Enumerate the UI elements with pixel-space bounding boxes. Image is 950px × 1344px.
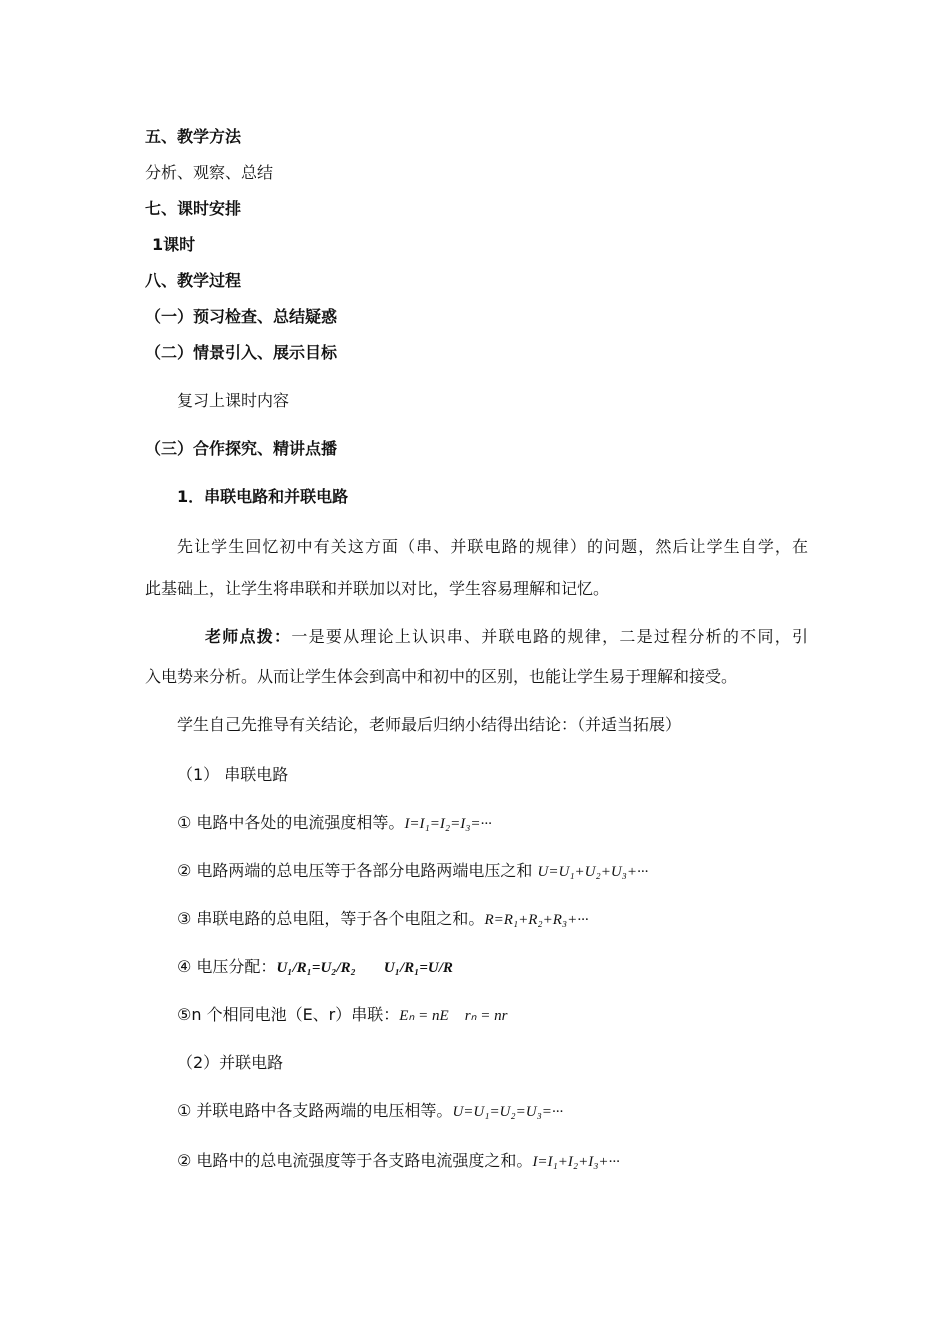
section-title-schedule: 七、课时安排	[145, 199, 242, 218]
subsection-title-cooperation: （三）合作探究、精讲点播	[145, 439, 338, 458]
series-item-5-formula-b: rₙ = nr	[464, 1008, 508, 1024]
series-item-1	[177, 813, 492, 834]
intro-paragraph-line2: 此基础上，让学生将串联和并联加以对比，学生容易理解和记忆。	[145, 579, 610, 598]
teacher-note-line2: 入电势来分析。从而让学生体会到高中和初中的区别，也能让学生易于理解和接受。	[145, 667, 738, 686]
section-body-schedule: 1课时	[152, 235, 196, 254]
scenario-body: 复习上课时内容	[177, 391, 290, 410]
topic-heading: 1．串联电路和并联电路	[177, 487, 349, 506]
subsection-title-preview: （一）预习检查、总结疑惑	[145, 307, 338, 326]
parallel-item-1	[177, 1101, 563, 1122]
parallel-item-1-formula: U=U₁=U₂=U₃=···	[452, 1104, 564, 1120]
teacher-note-text: 一是要从理论上认识串、并联电路的规律，二是过程分析的不同，引	[291, 627, 808, 646]
series-item-2-formula: U=U₁+U₂+U₃+···	[537, 864, 649, 880]
series-item-2-text: ② 电路两端的总电压等于各部分电路两端电压之和	[177, 861, 538, 880]
teacher-note-line1	[205, 627, 808, 647]
series-item-4-formula-a: U₁/R₁=U₂/R₂	[276, 960, 356, 976]
series-item-4	[177, 957, 453, 978]
section-title-process: 八、教学过程	[145, 271, 242, 290]
teacher-note-label: 老师点拨：	[205, 627, 292, 646]
series-item-2	[177, 861, 648, 882]
parallel-item-2-text: ② 电路中的总电流强度等于各支路电流强度之和。	[177, 1151, 533, 1170]
series-item-5	[177, 1005, 507, 1026]
section-title-teaching-method: 五、教学方法	[145, 127, 242, 146]
series-item-3-formula: R=R₁+R₂+R₃+···	[484, 912, 589, 928]
intro-paragraph-line1: 先让学生回忆初中有关这方面（串、并联电路的规律）的问题，然后让学生自学，在	[177, 537, 808, 556]
parallel-item-1-text: ① 并联电路中各支路两端的电压相等。	[177, 1101, 453, 1120]
section-body-teaching-method: 分析、观察、总结	[145, 163, 274, 182]
series-item-4-formula-b: U₁/R₁=U/R	[383, 960, 453, 976]
series-item-5-formula-a: Eₙ = nE	[399, 1008, 449, 1024]
series-item-1-formula: I=I₁=I₂=I₃=···	[404, 816, 492, 832]
parallel-item-2	[177, 1151, 620, 1172]
series-item-3-text: ③ 串联电路的总电阻，等于各个电阻之和。	[177, 909, 485, 928]
series-item-4-text: ④ 电压分配：	[177, 957, 277, 976]
series-item-5-text: ⑤n 个相同电池（E、r）串联：	[177, 1005, 400, 1024]
parallel-circuit-heading: （2）并联电路	[177, 1053, 284, 1072]
summary-paragraph: 学生自己先推导有关结论，老师最后归纳小结得出结论：（并适当拓展）	[177, 715, 682, 734]
series-item-1-text: ① 电路中各处的电流强度相等。	[177, 813, 405, 832]
series-circuit-heading: （1） 串联电路	[177, 765, 289, 784]
subsection-title-scenario: （二）情景引入、展示目标	[145, 343, 338, 362]
series-item-3	[177, 909, 588, 930]
parallel-item-2-formula: I=I₁+I₂+I₃+···	[532, 1154, 620, 1170]
